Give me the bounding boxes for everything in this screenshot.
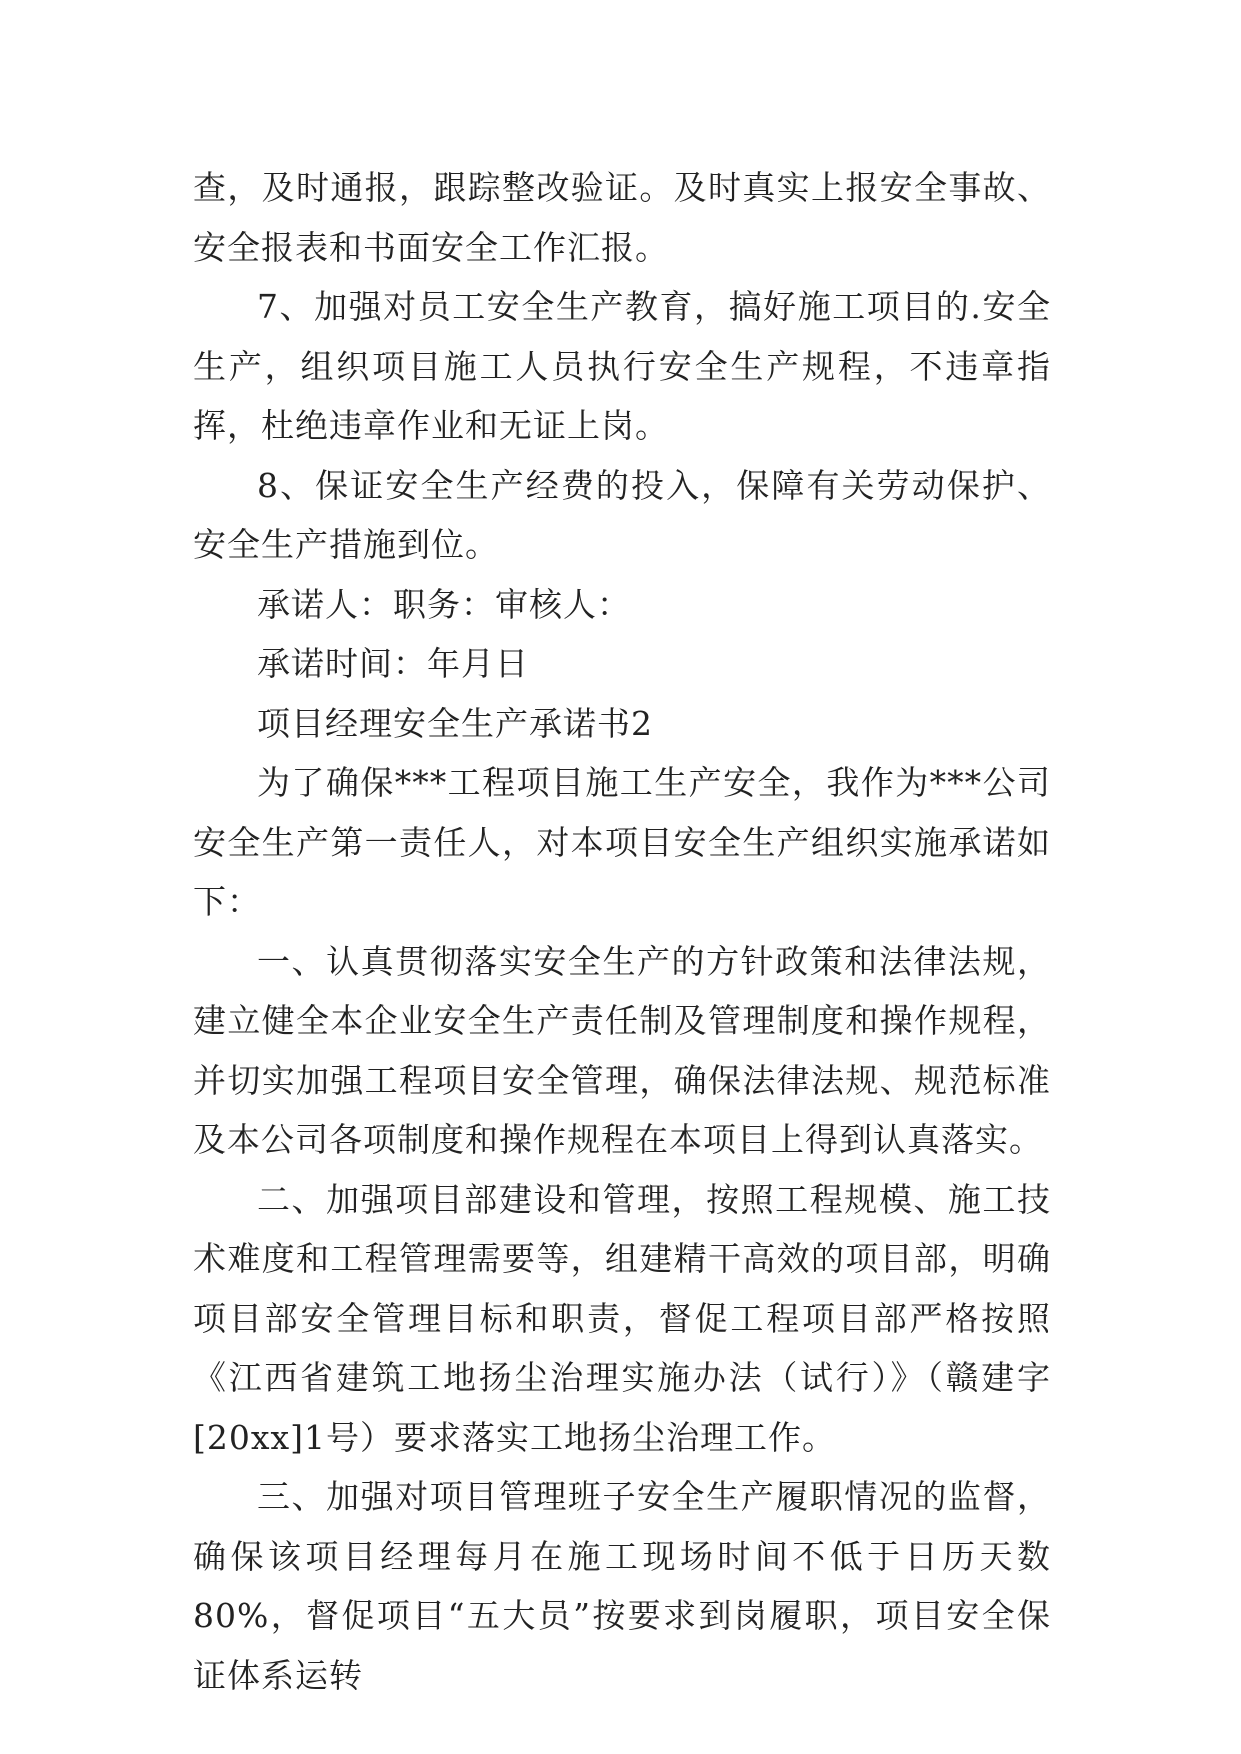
paragraph-item-two: 二、加强项目部建设和管理，按照工程规模、施工技术难度和工程管理需要等，组建精干高效的项目部，明确项目部安全管理目标和职责，督促工程项目部严格按照《江西省建筑工地扬尘治理实施办法（试行）》（赣建字[20xx]1号）要求落实工地扬尘治理工作。 (193, 1179, 1051, 1457)
signature-line: 承诺人：职务：审核人： (257, 584, 631, 624)
paragraph-item-8: 8、保证安全生产经费的投入，保障有关劳动保护、安全生产措施到位。 (193, 465, 1051, 564)
document-body (193, 158, 1051, 1705)
paragraph-continuation: 查，及时通报，跟踪整改验证。及时真实上报安全事故、安全报表和书面安全工作汇报。 (193, 168, 1051, 267)
section-title: 项目经理安全生产承诺书2 (257, 703, 653, 743)
date-line: 承诺时间：年月日 (257, 644, 529, 683)
paragraph-item-one: 一、认真贯彻落实安全生产的方针政策和法律法规，建立健全本企业安全生产责任制及管理制度和操作规程，并切实加强工程项目安全管理，确保法律法规、规范标准及本公司各项制度和操作规程在本项目上得到认真落实。 (193, 941, 1051, 1159)
paragraph-intro: 为了确保***工程项目施工生产安全，我作为***公司安全生产第一责任人，对本项目安全生产组织实施承诺如下： (193, 763, 1051, 921)
paragraph-item-7: 7、加强对员工安全生产教育，搞好施工项目的.安全生产，组织项目施工人员执行安全生产规程，不违章指挥，杜绝违章作业和无证上岗。 (193, 287, 1051, 445)
paragraph-item-three: 三、加强对项目管理班子安全生产履职情况的监督，确保该项目经理每月在施工现场时间不低于日历天数80%，督促项目“五大员”按要求到岗履职，项目安全保证体系运转 (193, 1477, 1051, 1695)
